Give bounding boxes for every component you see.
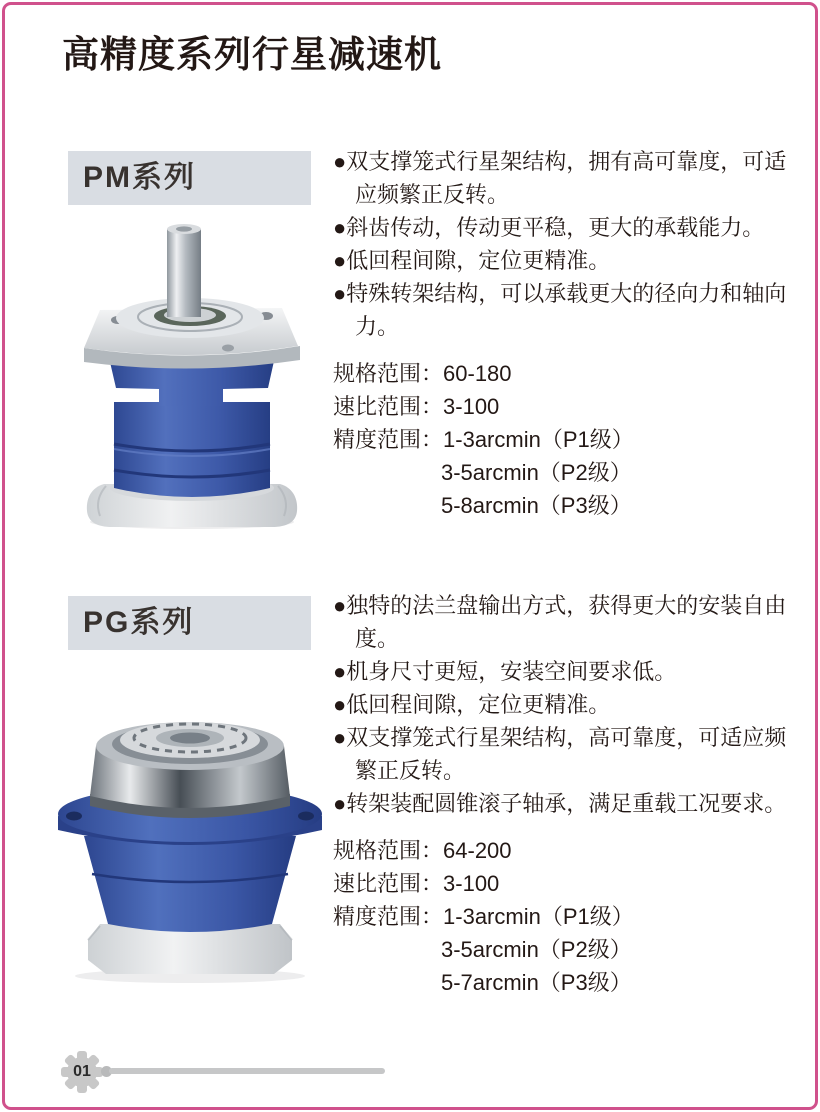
spec-value: 3-5arcmin（P2级） bbox=[441, 937, 632, 962]
pg-feature-text bbox=[333, 589, 798, 999]
spec-label: 规格范围： bbox=[333, 838, 444, 863]
spec-label bbox=[333, 933, 441, 966]
pg-bullet-1: ●独特的法兰盘输出方式，获得更大的安装自由度。 bbox=[333, 593, 787, 651]
pm-spec-ratio bbox=[333, 390, 798, 423]
spec-value: 5-8arcmin（P3级） bbox=[441, 493, 632, 518]
pm-spec-precision-1 bbox=[333, 423, 798, 456]
pg-bullet-list bbox=[333, 589, 798, 820]
pg-series-label: PG系列 bbox=[68, 596, 311, 650]
page-number-gear-icon bbox=[60, 1050, 104, 1094]
page-footer bbox=[0, 1048, 820, 1098]
pm-spec-size bbox=[333, 357, 798, 390]
spec-value: 1-3arcmin（P1级） bbox=[443, 427, 634, 452]
spec-label: 精度范围： bbox=[333, 904, 444, 929]
spec-label bbox=[333, 966, 441, 999]
pm-spec-precision-2 bbox=[333, 456, 798, 489]
spec-label bbox=[333, 456, 441, 489]
pm-bullet-1: ●双支撑笼式行星架结构，拥有高可靠度，可适应频繁正反转。 bbox=[333, 149, 787, 207]
spec-label: 速比范围： bbox=[333, 871, 444, 896]
pg-spec-precision-3 bbox=[333, 966, 798, 999]
pm-bullet-list bbox=[333, 145, 798, 343]
spec-value: 1-3arcmin（P1级） bbox=[443, 904, 634, 929]
spec-value: 3-100 bbox=[443, 871, 500, 896]
spec-label bbox=[333, 489, 441, 522]
pg-specs bbox=[333, 834, 798, 999]
pm-gearbox-image bbox=[76, 216, 308, 532]
pg-spec-precision-2 bbox=[333, 933, 798, 966]
pg-spec-precision-1 bbox=[333, 900, 798, 933]
pg-spec-size bbox=[333, 834, 798, 867]
pm-bullet-4: ●特殊转架结构，可以承载更大的径向力和轴向力。 bbox=[333, 281, 787, 339]
pg-bullet-4: ●双支撑笼式行星架结构，高可靠度，可适应频繁正反转。 bbox=[333, 725, 787, 783]
spec-value: 3-5arcmin（P2级） bbox=[441, 460, 632, 485]
pg-gearbox-illustration bbox=[52, 688, 328, 984]
pg-gearbox-image bbox=[52, 688, 328, 984]
spec-value: 60-180 bbox=[443, 361, 512, 386]
pg-bullet-2: ●机身尺寸更短，安装空间要求低。 bbox=[333, 659, 677, 684]
spec-label: 规格范围： bbox=[333, 361, 444, 386]
pg-bullet-3: ●低回程间隙，定位更精准。 bbox=[333, 692, 611, 717]
page-number: 01 bbox=[73, 1063, 91, 1080]
pm-series-label: PM系列 bbox=[68, 151, 311, 205]
spec-label: 精度范围： bbox=[333, 427, 444, 452]
pm-specs bbox=[333, 357, 798, 522]
spec-value: 3-100 bbox=[443, 394, 500, 419]
pm-bullet-3: ●低回程间隙，定位更精准。 bbox=[333, 248, 611, 273]
spec-value: 5-7arcmin（P3级） bbox=[441, 970, 632, 995]
pg-spec-ratio bbox=[333, 867, 798, 900]
page-title: 高精度系列行星减速机 bbox=[62, 34, 442, 75]
pm-spec-precision-3 bbox=[333, 489, 798, 522]
pm-feature-text bbox=[333, 145, 798, 522]
pg-bullet-5: ●转架装配圆锥滚子轴承，满足重载工况要求。 bbox=[333, 791, 787, 816]
footer-divider-line bbox=[109, 1068, 385, 1074]
spec-label: 速比范围： bbox=[333, 394, 444, 419]
pm-gearbox-illustration bbox=[76, 216, 308, 532]
spec-value: 64-200 bbox=[443, 838, 512, 863]
pm-bullet-2: ●斜齿传动，传动更平稳，更大的承载能力。 bbox=[333, 215, 765, 240]
